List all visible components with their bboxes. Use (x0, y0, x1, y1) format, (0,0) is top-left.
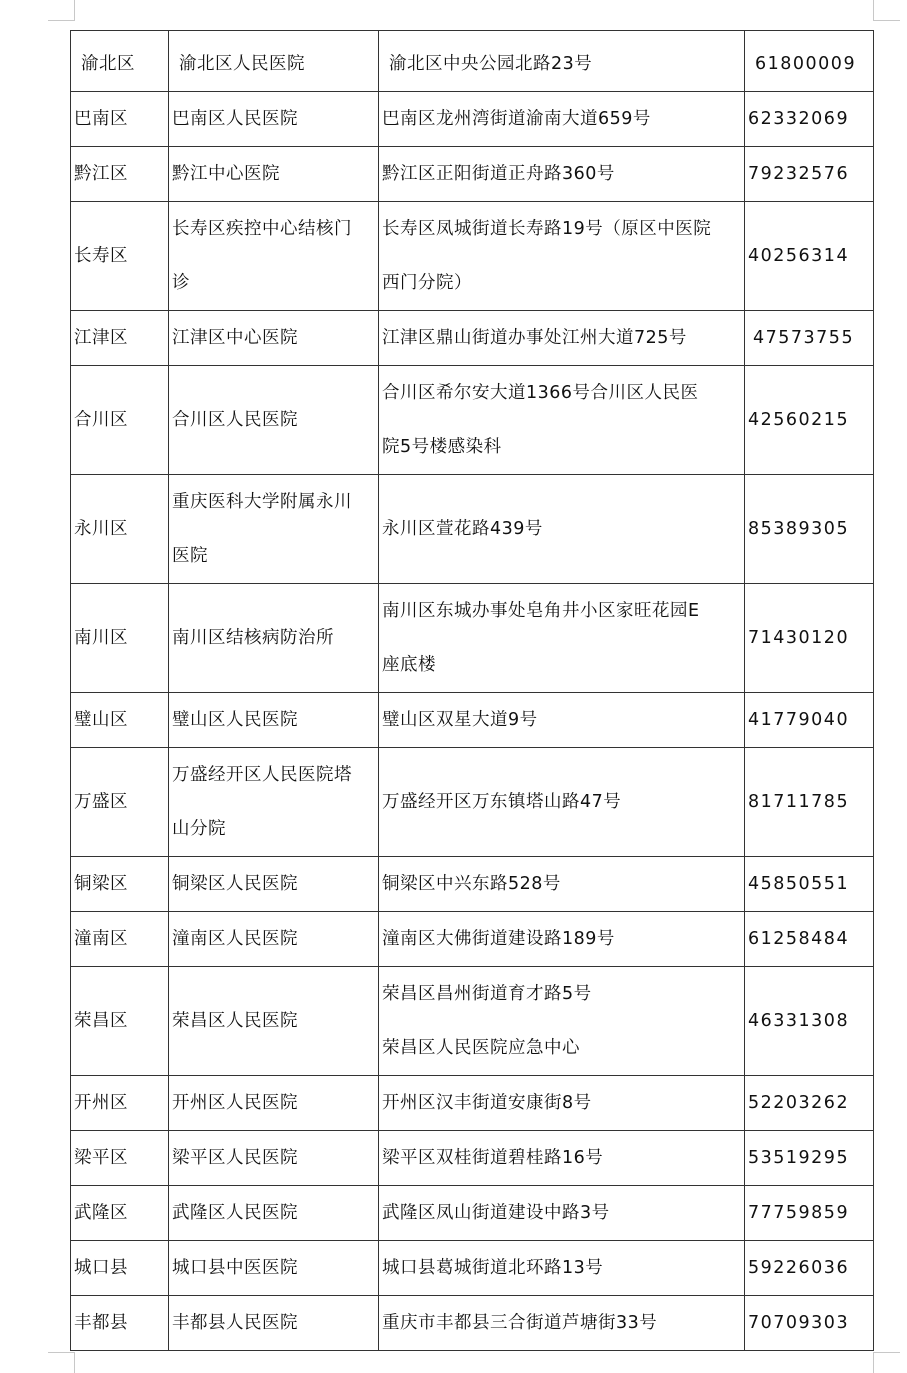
phone-cell: 61258484 (745, 912, 874, 967)
phone-cell: 70709303 (745, 1296, 874, 1351)
phone-cell: 45850551 (745, 857, 874, 912)
table-row (71, 475, 874, 584)
crop-mark-top-left (48, 0, 75, 21)
district-cell: 荣昌区 (71, 967, 169, 1076)
district-cell: 黔江区 (71, 147, 169, 202)
table-row (71, 1241, 874, 1296)
table-row (71, 1131, 874, 1186)
hospital-table-body (71, 31, 874, 1351)
address-cell: 南川区东城办事处皂角井小区家旺花园E 座底楼 (379, 584, 745, 693)
hospital-cell: 潼南区人民医院 (169, 912, 379, 967)
district-cell: 铜梁区 (71, 857, 169, 912)
address-cell: 黔江区正阳街道正舟路360号 (379, 147, 745, 202)
table-row (71, 584, 874, 693)
address-cell: 万盛经开区万东镇塔山路47号 (379, 748, 745, 857)
phone-cell: 42560215 (745, 366, 874, 475)
hospital-cell: 长寿区疾控中心结核门 诊 (169, 202, 379, 311)
crop-mark-bottom-right (873, 1352, 900, 1373)
address-cell: 潼南区大佛街道建设路189号 (379, 912, 745, 967)
district-cell: 长寿区 (71, 202, 169, 311)
hospital-cell: 黔江中心医院 (169, 147, 379, 202)
phone-cell: 52203262 (745, 1076, 874, 1131)
table-row (71, 748, 874, 857)
hospital-table (70, 30, 874, 1351)
district-cell: 璧山区 (71, 693, 169, 748)
table-row (71, 912, 874, 967)
crop-mark-bottom-left (48, 1352, 75, 1373)
address-cell: 璧山区双星大道9号 (379, 693, 745, 748)
district-cell: 开州区 (71, 1076, 169, 1131)
table-row (71, 31, 874, 92)
hospital-cell: 巴南区人民医院 (169, 92, 379, 147)
district-cell: 潼南区 (71, 912, 169, 967)
address-cell: 重庆市丰都县三合街道芦塘街33号 (379, 1296, 745, 1351)
table-row (71, 92, 874, 147)
hospital-cell: 铜梁区人民医院 (169, 857, 379, 912)
hospital-cell: 武隆区人民医院 (169, 1186, 379, 1241)
address-cell: 荣昌区昌州街道育才路5号 荣昌区人民医院应急中心 (379, 967, 745, 1076)
hospital-cell: 荣昌区人民医院 (169, 967, 379, 1076)
address-cell: 长寿区凤城街道长寿路19号（原区中医院 西门分院） (379, 202, 745, 311)
table-row (71, 1186, 874, 1241)
phone-cell: 77759859 (745, 1186, 874, 1241)
table-row (71, 1076, 874, 1131)
hospital-cell: 万盛经开区人民医院塔 山分院 (169, 748, 379, 857)
phone-cell: 53519295 (745, 1131, 874, 1186)
crop-mark-top-right (873, 0, 900, 21)
hospital-cell: 城口县中医医院 (169, 1241, 379, 1296)
district-cell: 巴南区 (71, 92, 169, 147)
phone-cell: 46331308 (745, 967, 874, 1076)
district-cell: 合川区 (71, 366, 169, 475)
hospital-cell: 梁平区人民医院 (169, 1131, 379, 1186)
address-cell: 江津区鼎山街道办事处江州大道725号 (379, 311, 745, 366)
hospital-cell: 重庆医科大学附属永川 医院 (169, 475, 379, 584)
table-row (71, 311, 874, 366)
district-cell: 城口县 (71, 1241, 169, 1296)
phone-cell: 61800009 (745, 31, 874, 92)
table-row (71, 147, 874, 202)
table-row (71, 1296, 874, 1351)
address-cell: 永川区萱花路439号 (379, 475, 745, 584)
hospital-cell: 开州区人民医院 (169, 1076, 379, 1131)
table-row (71, 967, 874, 1076)
hospital-cell: 璧山区人民医院 (169, 693, 379, 748)
hospital-cell: 渝北区人民医院 (169, 31, 379, 92)
address-cell: 合川区希尔安大道1366号合川区人民医 院5号楼感染科 (379, 366, 745, 475)
phone-cell: 85389305 (745, 475, 874, 584)
district-cell: 渝北区 (71, 31, 169, 92)
phone-cell: 40256314 (745, 202, 874, 311)
district-cell: 万盛区 (71, 748, 169, 857)
phone-cell: 81711785 (745, 748, 874, 857)
phone-cell: 79232576 (745, 147, 874, 202)
hospital-cell: 南川区结核病防治所 (169, 584, 379, 693)
district-cell: 永川区 (71, 475, 169, 584)
district-cell: 丰都县 (71, 1296, 169, 1351)
table-row (71, 693, 874, 748)
district-cell: 江津区 (71, 311, 169, 366)
district-cell: 武隆区 (71, 1186, 169, 1241)
table-row (71, 202, 874, 311)
hospital-cell: 丰都县人民医院 (169, 1296, 379, 1351)
table-row (71, 857, 874, 912)
phone-cell: 62332069 (745, 92, 874, 147)
phone-cell: 71430120 (745, 584, 874, 693)
phone-cell: 41779040 (745, 693, 874, 748)
hospital-cell: 合川区人民医院 (169, 366, 379, 475)
address-cell: 武隆区凤山街道建设中路3号 (379, 1186, 745, 1241)
address-cell: 梁平区双桂街道碧桂路16号 (379, 1131, 745, 1186)
phone-cell: 47573755 (745, 311, 874, 366)
table-row (71, 366, 874, 475)
address-cell: 开州区汉丰街道安康街8号 (379, 1076, 745, 1131)
address-cell: 渝北区中央公园北路23号 (379, 31, 745, 92)
district-cell: 南川区 (71, 584, 169, 693)
district-cell: 梁平区 (71, 1131, 169, 1186)
address-cell: 铜梁区中兴东路528号 (379, 857, 745, 912)
address-cell: 城口县葛城街道北环路13号 (379, 1241, 745, 1296)
address-cell: 巴南区龙州湾街道渝南大道659号 (379, 92, 745, 147)
hospital-cell: 江津区中心医院 (169, 311, 379, 366)
phone-cell: 59226036 (745, 1241, 874, 1296)
